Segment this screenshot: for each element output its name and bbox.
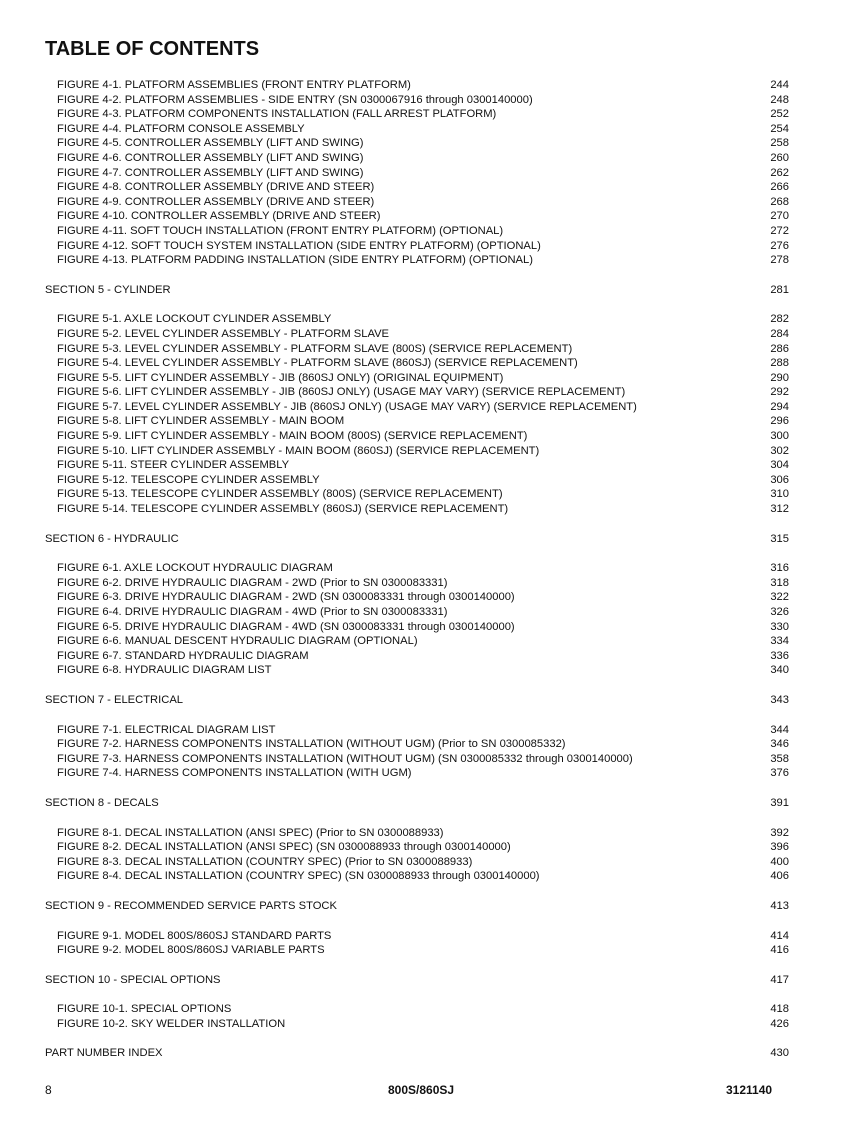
toc-entry-label: FIGURE 9-2. MODEL 800S/860SJ VARIABLE PARTS: [57, 944, 325, 957]
group-spacer: [0, 708, 866, 723]
toc-entry-label: FIGURE 8-3. DECAL INSTALLATION (COUNTRY SPEC) (Prior to SN 0300088933): [57, 855, 473, 868]
toc-figure-entry[interactable]: [57, 826, 789, 841]
toc-entry-label: FIGURE 5-6. LIFT CYLINDER ASSEMBLY - JIB (860SJ ONLY) (USAGE MAY VARY) (SERVICE REPLACEMENT): [57, 386, 626, 399]
footer-document-number: 3121140: [726, 1083, 773, 1097]
toc-entry-page-number: 260: [770, 151, 789, 164]
toc-entry-page-number: 300: [770, 430, 789, 443]
toc-entry-page-number: 244: [770, 79, 789, 91]
toc-figure-entry[interactable]: [57, 400, 789, 415]
toc-entry-page-number: 416: [770, 944, 789, 957]
table-of-contents: [0, 78, 866, 1061]
toc-entry-label: FIGURE 4-8. CONTROLLER ASSEMBLY (DRIVE AND STEER): [57, 181, 375, 194]
toc-entry-label: FIGURE 4-6. CONTROLLER ASSEMBLY (LIFT AND SWING): [57, 151, 364, 164]
toc-figure-entry[interactable]: [57, 151, 789, 166]
toc-entry-page-number: 391: [770, 796, 789, 809]
toc-entry-page-number: 392: [770, 826, 789, 839]
toc-group: [0, 796, 866, 811]
toc-entry-page-number: 302: [770, 444, 789, 457]
toc-entry-label: FIGURE 6-5. DRIVE HYDRAULIC DIAGRAM - 4WD (SN 0300083331 through 0300140000): [57, 620, 515, 633]
toc-figure-entry[interactable]: [57, 209, 789, 224]
toc-figure-entry[interactable]: [57, 561, 789, 576]
toc-figure-entry[interactable]: [57, 385, 789, 400]
toc-section-entry[interactable]: [45, 796, 789, 811]
toc-figure-entry[interactable]: [57, 590, 789, 605]
group-spacer: [0, 914, 866, 929]
group-spacer: [0, 987, 866, 1002]
toc-entry-page-number: 272: [770, 224, 789, 237]
toc-entry-label: FIGURE 6-8. HYDRAULIC DIAGRAM LIST: [57, 664, 272, 677]
toc-entry-page-number: 276: [770, 239, 789, 252]
toc-figure-entry[interactable]: [57, 122, 789, 137]
toc-entry-label: FIGURE 6-4. DRIVE HYDRAULIC DIAGRAM - 4WD (Prior to SN 0300083331): [57, 606, 448, 618]
toc-group: [0, 1046, 866, 1061]
toc-entry-page-number: 418: [770, 1003, 789, 1016]
toc-entry-page-number: 400: [770, 855, 789, 868]
toc-entry-page-number: 406: [770, 870, 789, 883]
toc-figure-entry[interactable]: [57, 473, 789, 488]
toc-entry-label: SECTION 6 - HYDRAULIC: [45, 532, 179, 545]
toc-entry-label: FIGURE 4-5. CONTROLLER ASSEMBLY (LIFT AND SWING): [57, 137, 364, 150]
toc-entry-page-number: 358: [770, 752, 789, 765]
toc-figure-entry[interactable]: [57, 943, 789, 958]
toc-entry-page-number: 396: [770, 841, 789, 854]
toc-figure-entry[interactable]: [57, 723, 789, 738]
toc-entry-label: FIGURE 5-12. TELESCOPE CYLINDER ASSEMBLY: [57, 473, 320, 486]
toc-figure-entry[interactable]: [57, 224, 789, 239]
group-spacer: [0, 781, 866, 796]
toc-group: [0, 561, 866, 678]
toc-figure-entry[interactable]: [57, 180, 789, 195]
toc-figure-entry[interactable]: [57, 576, 789, 591]
toc-entry-label: FIGURE 4-9. CONTROLLER ASSEMBLY (DRIVE AND STEER): [57, 195, 375, 208]
toc-entry-page-number: 290: [770, 371, 789, 384]
group-spacer: [0, 268, 866, 283]
toc-figure-entry[interactable]: [57, 239, 789, 254]
toc-entry-label: FIGURE 5-13. TELESCOPE CYLINDER ASSEMBLY (800S) (SERVICE REPLACEMENT): [57, 488, 503, 501]
toc-figure-entry[interactable]: [57, 107, 789, 122]
toc-entry-label: FIGURE 4-1. PLATFORM ASSEMBLIES (FRONT ENTRY PLATFORM): [57, 79, 411, 91]
toc-entry-page-number: 294: [770, 400, 789, 413]
toc-figure-entry[interactable]: [57, 766, 789, 781]
group-spacer: [0, 517, 866, 532]
toc-entry-label: FIGURE 8-2. DECAL INSTALLATION (ANSI SPEC) (SN 0300088933 through 0300140000): [57, 841, 511, 854]
toc-figure-entry[interactable]: [57, 1017, 789, 1032]
toc-entry-label: FIGURE 7-2. HARNESS COMPONENTS INSTALLATION (WITHOUT UGM) (Prior to SN 0300085332): [57, 738, 566, 751]
toc-entry-label: FIGURE 5-4. LEVEL CYLINDER ASSEMBLY - PLATFORM SLAVE (860SJ) (SERVICE REPLACEMENT): [57, 357, 578, 370]
toc-group: [0, 283, 866, 298]
group-spacer: [0, 1031, 866, 1046]
toc-group: [0, 1002, 866, 1031]
group-spacer: [0, 958, 866, 973]
toc-entry-label: FIGURE 10-1. SPECIAL OPTIONS: [57, 1003, 232, 1016]
toc-entry-label: FIGURE 5-9. LIFT CYLINDER ASSEMBLY - MAIN BOOM (800S) (SERVICE REPLACEMENT): [57, 430, 528, 443]
toc-group: [0, 826, 866, 884]
toc-entry-label: FIGURE 6-7. STANDARD HYDRAULIC DIAGRAM: [57, 649, 309, 662]
toc-entry-label: FIGURE 5-10. LIFT CYLINDER ASSEMBLY - MAIN BOOM (860SJ) (SERVICE REPLACEMENT): [57, 444, 540, 457]
toc-figure-entry[interactable]: [57, 253, 789, 268]
toc-section-entry[interactable]: [45, 283, 789, 298]
toc-figure-entry[interactable]: [57, 414, 789, 429]
toc-figure-entry[interactable]: [57, 855, 789, 870]
toc-entry-page-number: 344: [770, 723, 789, 736]
toc-figure-entry[interactable]: [57, 312, 789, 327]
toc-entry-page-number: 417: [770, 973, 789, 986]
toc-entry-page-number: 268: [770, 195, 789, 208]
toc-figure-entry[interactable]: [57, 327, 789, 342]
toc-group: [0, 973, 866, 988]
toc-entry-page-number: 413: [770, 899, 789, 912]
toc-figure-entry[interactable]: [57, 356, 789, 371]
toc-figure-entry[interactable]: [57, 342, 789, 357]
toc-entry-label: FIGURE 4-4. PLATFORM CONSOLE ASSEMBLY: [57, 122, 305, 135]
toc-figure-entry[interactable]: [57, 444, 789, 459]
toc-figure-entry[interactable]: [57, 487, 789, 502]
toc-entry-page-number: 266: [770, 181, 789, 194]
group-spacer: [0, 297, 866, 312]
toc-entry-label: FIGURE 6-6. MANUAL DESCENT HYDRAULIC DIAGRAM (OPTIONAL): [57, 635, 418, 648]
toc-entry-label: FIGURE 5-8. LIFT CYLINDER ASSEMBLY - MAIN BOOM: [57, 415, 345, 428]
toc-group: [0, 78, 866, 268]
toc-entry-label: FIGURE 4-13. PLATFORM PADDING INSTALLATION (SIDE ENTRY PLATFORM) (OPTIONAL): [57, 254, 533, 267]
toc-entry-page-number: 288: [770, 357, 789, 370]
toc-entry-page-number: 346: [770, 738, 789, 751]
toc-figure-entry[interactable]: [57, 929, 789, 944]
toc-entry-label: FIGURE 4-10. CONTROLLER ASSEMBLY (DRIVE AND STEER): [57, 210, 381, 223]
toc-figure-entry[interactable]: [57, 429, 789, 444]
toc-figure-entry[interactable]: [57, 649, 789, 664]
toc-entry-page-number: 326: [770, 606, 789, 618]
toc-entry-page-number: 258: [770, 137, 789, 150]
toc-figure-entry[interactable]: [57, 136, 789, 151]
toc-entry-label: SECTION 8 - DECALS: [45, 796, 159, 809]
toc-figure-entry[interactable]: [57, 752, 789, 767]
toc-entry-label: FIGURE 5-11. STEER CYLINDER ASSEMBLY: [57, 459, 290, 472]
toc-section-entry[interactable]: [45, 973, 789, 988]
toc-figure-entry[interactable]: [57, 840, 789, 855]
toc-entry-page-number: 310: [770, 488, 789, 501]
toc-entry-page-number: 254: [770, 122, 789, 135]
toc-entry-page-number: 414: [770, 929, 789, 942]
toc-entry-page-number: 315: [770, 532, 789, 545]
toc-entry-label: FIGURE 5-5. LIFT CYLINDER ASSEMBLY - JIB (860SJ ONLY) (ORIGINAL EQUIPMENT): [57, 371, 504, 384]
toc-entry-label: FIGURE 9-1. MODEL 800S/860SJ STANDARD PARTS: [57, 929, 332, 942]
toc-entry-label: FIGURE 4-3. PLATFORM COMPONENTS INSTALLATION (FALL ARREST PLATFORM): [57, 108, 497, 121]
toc-entry-label: FIGURE 7-4. HARNESS COMPONENTS INSTALLATION (WITH UGM): [57, 767, 412, 780]
toc-entry-page-number: 284: [770, 327, 789, 340]
footer-page-number: 8: [45, 1083, 52, 1097]
toc-entry-page-number: 312: [770, 503, 789, 516]
toc-figure-entry[interactable]: [57, 93, 789, 108]
toc-entry-label: FIGURE 7-1. ELECTRICAL DIAGRAM LIST: [57, 723, 276, 736]
toc-entry-label: FIGURE 7-3. HARNESS COMPONENTS INSTALLATION (WITHOUT UGM) (SN 0300085332 through 0300140000): [57, 752, 633, 765]
footer-model: 800S/860SJ: [388, 1083, 455, 1097]
toc-entry-page-number: 340: [770, 664, 789, 677]
toc-figure-entry[interactable]: [57, 620, 789, 635]
toc-group: [0, 312, 866, 516]
group-spacer: [0, 678, 866, 693]
toc-group: [0, 693, 866, 708]
toc-entry-label: FIGURE 8-1. DECAL INSTALLATION (ANSI SPEC) (Prior to SN 0300088933): [57, 826, 444, 839]
toc-entry-label: FIGURE 5-2. LEVEL CYLINDER ASSEMBLY - PLATFORM SLAVE: [57, 327, 389, 340]
toc-entry-label: FIGURE 5-14. TELESCOPE CYLINDER ASSEMBLY (860SJ) (SERVICE REPLACEMENT): [57, 503, 509, 516]
toc-entry-page-number: 343: [770, 693, 789, 706]
page-title: TABLE OF CONTENTS: [45, 38, 260, 60]
toc-figure-entry[interactable]: [57, 737, 789, 752]
toc-entry-label: SECTION 10 - SPECIAL OPTIONS: [45, 973, 221, 986]
toc-entry-page-number: 278: [770, 254, 789, 267]
toc-section-entry[interactable]: [45, 532, 789, 547]
toc-section-entry[interactable]: [45, 693, 789, 708]
toc-figure-entry[interactable]: [57, 663, 789, 678]
toc-entry-page-number: 282: [770, 313, 789, 326]
toc-entry-page-number: 296: [770, 415, 789, 428]
toc-section-entry[interactable]: [45, 899, 789, 914]
toc-entry-page-number: 262: [770, 166, 789, 179]
toc-section-entry[interactable]: [45, 1046, 789, 1061]
toc-entry-page-number: 330: [770, 620, 789, 633]
toc-figure-entry[interactable]: [57, 869, 789, 884]
toc-group: [0, 899, 866, 914]
toc-entry-page-number: 248: [770, 93, 789, 106]
toc-entry-label: SECTION 7 - ELECTRICAL: [45, 693, 184, 706]
toc-entry-page-number: 334: [770, 635, 789, 648]
toc-entry-label: FIGURE 6-3. DRIVE HYDRAULIC DIAGRAM - 2WD (SN 0300083331 through 0300140000): [57, 591, 515, 604]
toc-entry-label: PART NUMBER INDEX: [45, 1047, 163, 1060]
toc-entry-page-number: 376: [770, 767, 789, 780]
toc-figure-entry[interactable]: [57, 634, 789, 649]
toc-entry-page-number: 286: [770, 342, 789, 355]
toc-figure-entry[interactable]: [57, 502, 789, 517]
toc-entry-page-number: 318: [770, 576, 789, 589]
toc-entry-label: FIGURE 5-3. LEVEL CYLINDER ASSEMBLY - PLATFORM SLAVE (800S) (SERVICE REPLACEMENT): [57, 342, 573, 355]
toc-entry-page-number: 252: [770, 108, 789, 121]
toc-group: [0, 532, 866, 547]
group-spacer: [0, 546, 866, 561]
toc-entry-label: FIGURE 4-12. SOFT TOUCH SYSTEM INSTALLATION (SIDE ENTRY PLATFORM) (OPTIONAL): [57, 239, 541, 252]
toc-entry-label: FIGURE 10-2. SKY WELDER INSTALLATION: [57, 1017, 286, 1030]
toc-entry-label: FIGURE 4-7. CONTROLLER ASSEMBLY (LIFT AND SWING): [57, 166, 364, 179]
toc-figure-entry[interactable]: [57, 166, 789, 181]
toc-entry-label: FIGURE 5-7. LEVEL CYLINDER ASSEMBLY - JIB (860SJ ONLY) (USAGE MAY VARY) (SERVICE REPLACEMENT): [57, 400, 637, 413]
group-spacer: [0, 811, 866, 826]
toc-entry-label: FIGURE 4-11. SOFT TOUCH INSTALLATION (FRONT ENTRY PLATFORM) (OPTIONAL): [57, 224, 504, 237]
toc-entry-label: FIGURE 5-1. AXLE LOCKOUT CYLINDER ASSEMBLY: [57, 313, 332, 326]
toc-entry-page-number: 316: [770, 562, 789, 575]
toc-entry-label: FIGURE 8-4. DECAL INSTALLATION (COUNTRY SPEC) (SN 0300088933 through 0300140000): [57, 870, 540, 883]
group-spacer: [0, 884, 866, 899]
toc-figure-entry[interactable]: [57, 195, 789, 210]
toc-entry-page-number: 292: [770, 386, 789, 399]
toc-entry-page-number: 270: [770, 210, 789, 223]
toc-entry-page-number: 336: [770, 649, 789, 662]
toc-entry-label: SECTION 9 - RECOMMENDED SERVICE PARTS STOCK: [45, 899, 337, 912]
toc-entry-label: SECTION 5 - CYLINDER: [45, 283, 171, 296]
toc-figure-entry[interactable]: [57, 78, 789, 93]
toc-entry-label: FIGURE 6-2. DRIVE HYDRAULIC DIAGRAM - 2WD (Prior to SN 0300083331): [57, 576, 448, 589]
toc-entry-label: FIGURE 6-1. AXLE LOCKOUT HYDRAULIC DIAGRAM: [57, 562, 333, 575]
toc-entry-page-number: 430: [770, 1047, 789, 1060]
toc-entry-page-number: 306: [770, 473, 789, 486]
toc-entry-page-number: 281: [770, 283, 789, 296]
toc-entry-page-number: 426: [770, 1017, 789, 1030]
toc-entry-label: FIGURE 4-2. PLATFORM ASSEMBLIES - SIDE ENTRY (SN 0300067916 through 0300140000): [57, 93, 533, 106]
toc-entry-page-number: 304: [770, 459, 789, 472]
toc-group: [0, 929, 866, 958]
toc-entry-page-number: 322: [770, 591, 789, 604]
toc-group: [0, 723, 866, 781]
toc-figure-entry[interactable]: [57, 458, 789, 473]
toc-figure-entry[interactable]: [57, 371, 789, 386]
toc-figure-entry[interactable]: [57, 605, 789, 620]
toc-figure-entry[interactable]: [57, 1002, 789, 1017]
